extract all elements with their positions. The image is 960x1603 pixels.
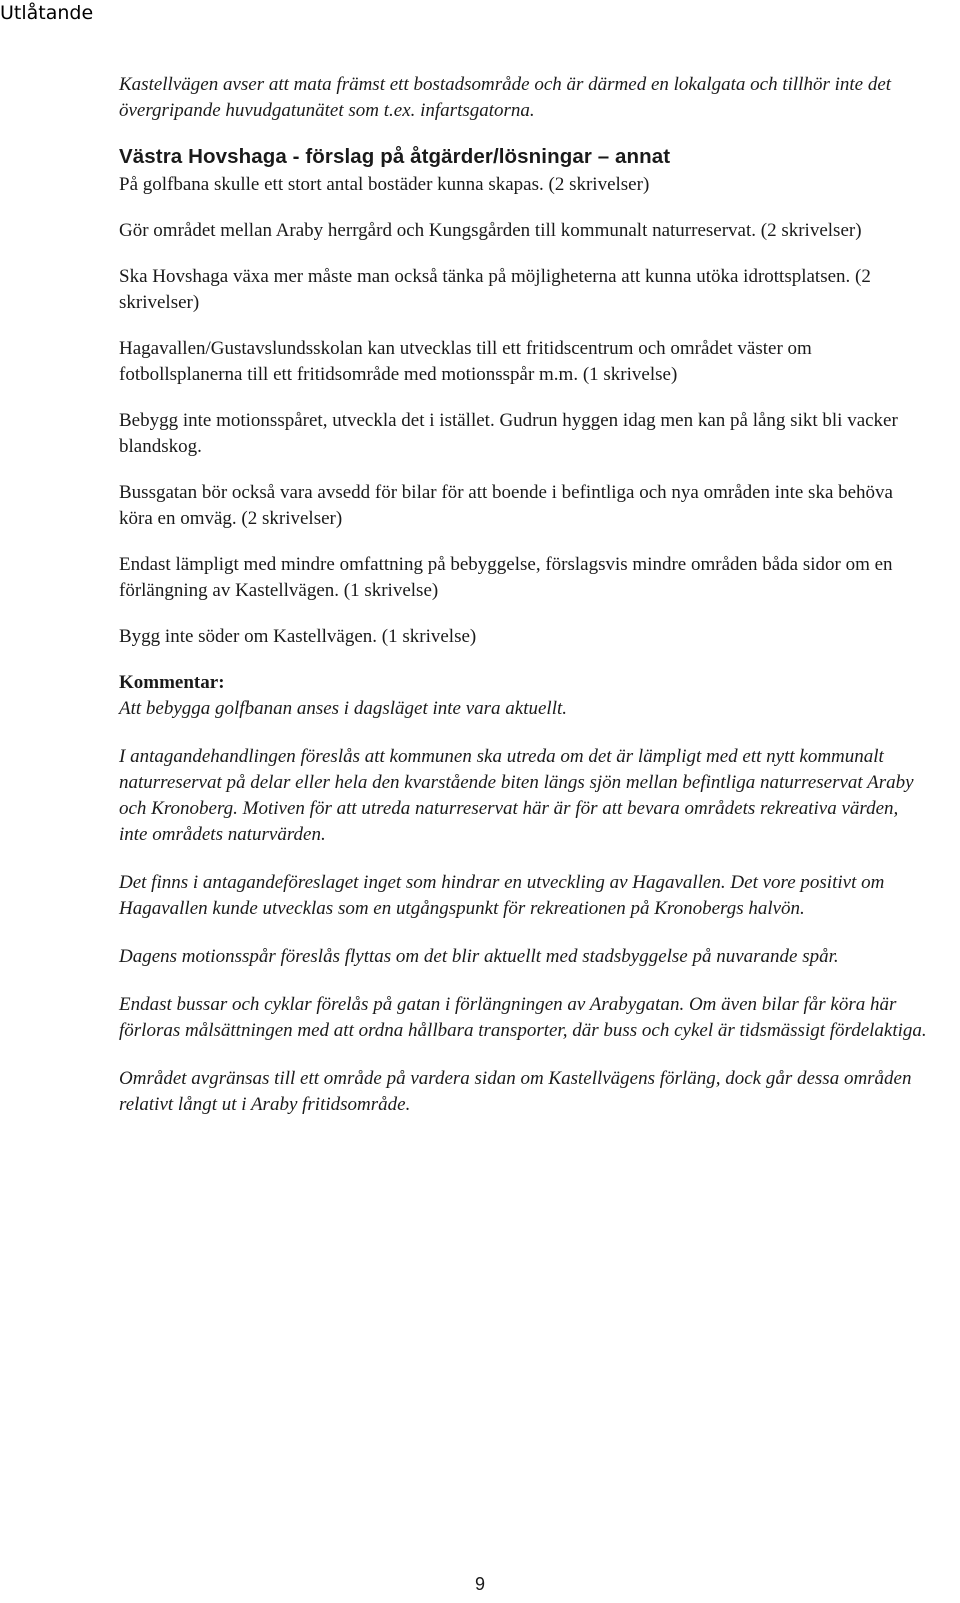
statement-paragraph: Hagavallen/Gustavslundsskolan kan utvecklas till ett fritidscentrum och området väster om fotbollsplanerna till ett fritidsområde med motionsspår m.m. (1 skrivelse)	[119, 338, 812, 385]
comment-paragraph: Området avgränsas till ett område på vardera sidan om Kastellvägens förläng, dock går dessa områden relativt långt ut i Araby fritidsområde.	[119, 1068, 912, 1115]
comment-paragraph: Det finns i antagandeföreslaget inget som hindrar en utveckling av Hagavallen. Det vore positivt om Hagavallen kunde utvecklas som en utgångspunkt för rekreationen på Kronobergs halvön.	[119, 872, 885, 919]
comment-text: Att bebygga golfbanan anses i dagsläget inte vara aktuellt.	[119, 698, 568, 719]
comment-paragraph: Endast bussar och cyklar förelås på gatan i förlängningen av Arabygatan. Om även bilar får köra här förloras målsättningen med att ordna hållbara transporter, där buss och cykel är tidsmässigt fördelaktiga.	[119, 994, 927, 1041]
section-heading: Västra Hovshaga - förslag på åtgärder/lösningar – annat	[119, 145, 671, 168]
statement-paragraph: Ska Hovshaga växa mer måste man också tänka på möjligheterna att kunna utöka idrottsplatsen. (2 skrivelser)	[119, 266, 871, 313]
comment-label: Kommentar:	[119, 672, 225, 693]
page-number: 9	[474, 1574, 485, 1594]
statement-paragraph: Bussgatan bör också vara avsedd för bilar för att boende i befintliga och nya områden inte ska behöva köra en omväg. (2 skrivelser)	[119, 482, 893, 529]
statement-paragraph: Bebygg inte motionsspåret, utveckla det i istället. Gudrun hyggen idag men kan på lång sikt bli vacker blandskog.	[119, 410, 898, 457]
intro-paragraph: Kastellvägen avser att mata främst ett bostadsområde och är därmed en lokalgata och tillhör inte det övergripande huvudgatunätet som t.ex. infartsgatorna.	[119, 74, 892, 121]
statement-paragraph: På golfbana skulle ett stort antal bostäder kunna skapas. (2 skrivelser)	[119, 174, 650, 195]
comment-paragraph: Dagens motionsspår föreslås flyttas om det blir aktuellt med stadsbyggelse på nuvarande spår.	[119, 946, 839, 967]
document-body	[119, 72, 929, 1118]
comment-paragraph: I antagandehandlingen föreslås att kommunen ska utreda om det är lämpligt med ett nytt kommunalt naturreservat på delar eller hela den kvarstående biten längs sjön mellan befintliga naturreservat Araby och Kronoberg. Motiven för att utreda naturreservat här är för att bevara områdets rekreativa värden, inte områdets naturvärden.	[119, 746, 914, 845]
statement-paragraph: Bygg inte söder om Kastellvägen. (1 skrivelse)	[119, 626, 477, 647]
statement-paragraph: Endast lämpligt med mindre omfattning på bebyggelse, förslagsvis mindre områden båda sidor om en förlängning av Kastellvägen. (1 skrivelse)	[119, 554, 893, 601]
document-header-label: Utlåtande	[0, 2, 94, 24]
statement-paragraph: Gör området mellan Araby herrgård och Kungsgården till kommunalt naturreservat. (2 skrivelser)	[119, 220, 862, 241]
